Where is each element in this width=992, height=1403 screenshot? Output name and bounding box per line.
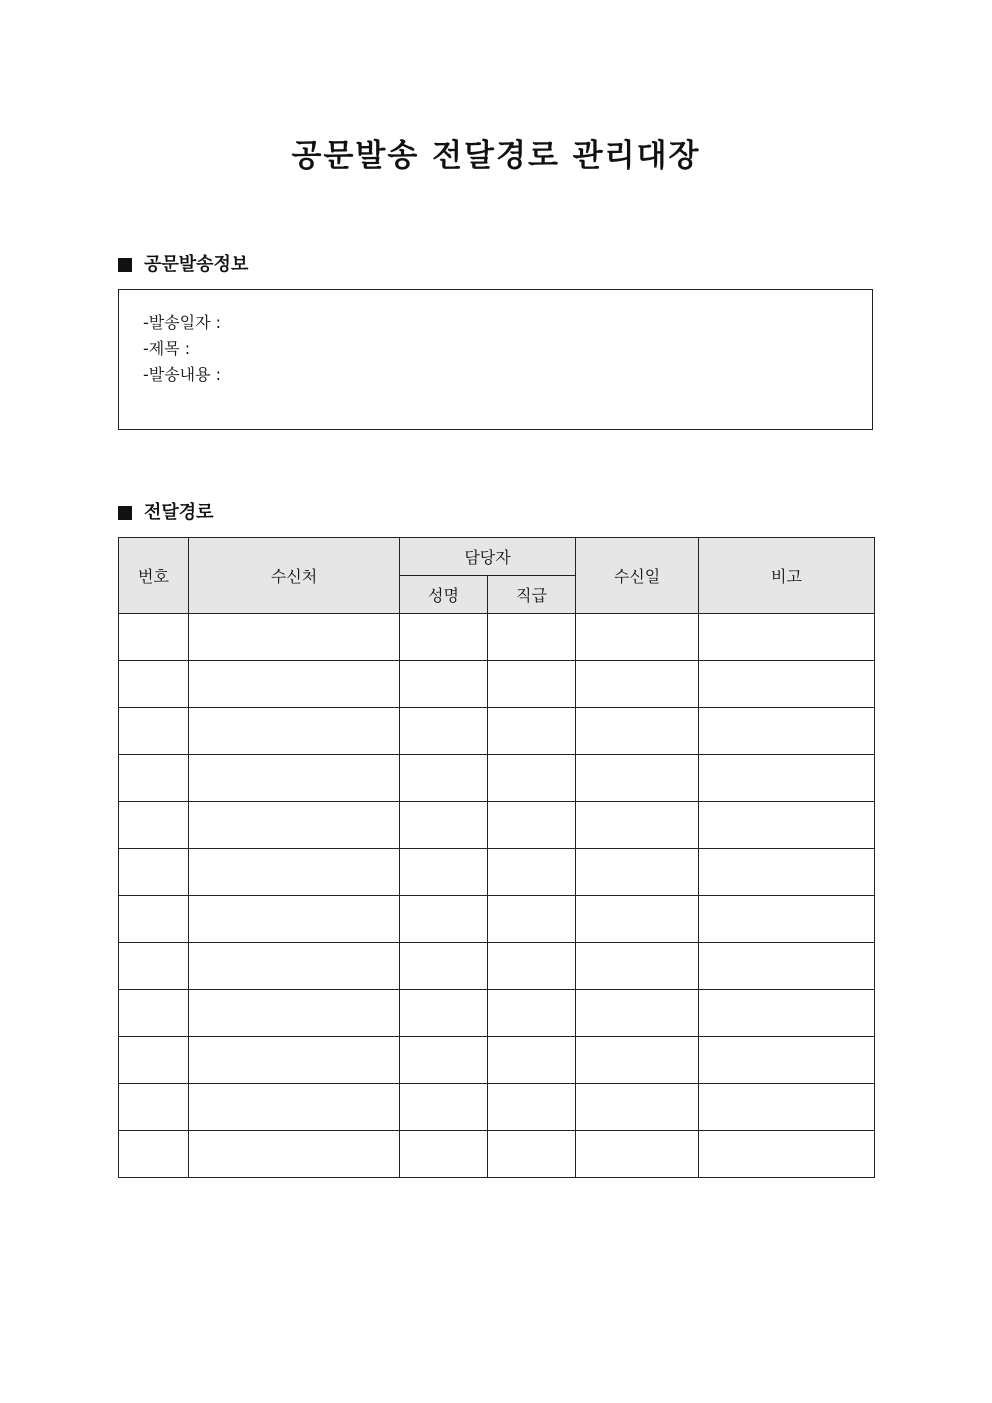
cell-number[interactable] xyxy=(119,661,189,708)
cell-received-date[interactable] xyxy=(576,849,699,896)
cell-received-date[interactable] xyxy=(576,896,699,943)
cell-name[interactable] xyxy=(400,802,488,849)
table-row xyxy=(119,896,875,943)
cell-rank[interactable] xyxy=(488,1131,576,1178)
cell-name[interactable] xyxy=(400,896,488,943)
square-bullet-icon xyxy=(118,258,132,272)
cell-number[interactable] xyxy=(119,1037,189,1084)
cell-received-date[interactable] xyxy=(576,1084,699,1131)
cell-remarks[interactable] xyxy=(699,661,875,708)
cell-number[interactable] xyxy=(119,943,189,990)
cell-number[interactable] xyxy=(119,849,189,896)
cell-remarks[interactable] xyxy=(699,614,875,661)
cell-rank[interactable] xyxy=(488,802,576,849)
cell-received-date[interactable] xyxy=(576,661,699,708)
cell-rank[interactable] xyxy=(488,661,576,708)
cell-recipient[interactable] xyxy=(189,990,400,1037)
subject-line: -제목 : xyxy=(143,339,191,358)
cell-name[interactable] xyxy=(400,708,488,755)
header-rank: 직급 xyxy=(488,576,576,614)
table-row xyxy=(119,849,875,896)
square-bullet-icon xyxy=(118,506,132,520)
info-section-heading xyxy=(118,253,248,277)
cell-name[interactable] xyxy=(400,943,488,990)
table-row xyxy=(119,661,875,708)
table-row xyxy=(119,755,875,802)
table-row xyxy=(119,1131,875,1178)
cell-recipient[interactable] xyxy=(189,1037,400,1084)
cell-remarks[interactable] xyxy=(699,1084,875,1131)
cell-received-date[interactable] xyxy=(576,614,699,661)
table-row xyxy=(119,1037,875,1084)
cell-name[interactable] xyxy=(400,1084,488,1131)
cell-name[interactable] xyxy=(400,755,488,802)
header-received-date: 수신일 xyxy=(576,538,699,614)
cell-number[interactable] xyxy=(119,708,189,755)
cell-rank[interactable] xyxy=(488,896,576,943)
cell-recipient[interactable] xyxy=(189,1084,400,1131)
table-row xyxy=(119,614,875,661)
cell-received-date[interactable] xyxy=(576,1131,699,1178)
table-row xyxy=(119,990,875,1037)
cell-number[interactable] xyxy=(119,802,189,849)
cell-remarks[interactable] xyxy=(699,708,875,755)
cell-number[interactable] xyxy=(119,755,189,802)
cell-received-date[interactable] xyxy=(576,990,699,1037)
cell-recipient[interactable] xyxy=(189,802,400,849)
cell-rank[interactable] xyxy=(488,755,576,802)
cell-recipient[interactable] xyxy=(189,708,400,755)
cell-recipient[interactable] xyxy=(189,943,400,990)
cell-recipient[interactable] xyxy=(189,1131,400,1178)
table-row xyxy=(119,1084,875,1131)
cell-recipient[interactable] xyxy=(189,849,400,896)
cell-received-date[interactable] xyxy=(576,943,699,990)
cell-number[interactable] xyxy=(119,614,189,661)
cell-remarks[interactable] xyxy=(699,1037,875,1084)
cell-rank[interactable] xyxy=(488,1084,576,1131)
header-recipient: 수신처 xyxy=(189,538,400,614)
header-contact: 담당자 xyxy=(400,538,576,576)
route-table xyxy=(118,537,875,1178)
cell-name[interactable] xyxy=(400,1037,488,1084)
cell-number[interactable] xyxy=(119,1084,189,1131)
cell-rank[interactable] xyxy=(488,1037,576,1084)
route-section-heading-label: 전달경로 xyxy=(144,502,214,523)
route-section-heading xyxy=(118,501,214,525)
header-number: 번호 xyxy=(119,538,189,614)
cell-recipient[interactable] xyxy=(189,614,400,661)
cell-received-date[interactable] xyxy=(576,708,699,755)
cell-number[interactable] xyxy=(119,990,189,1037)
table-row xyxy=(119,943,875,990)
cell-remarks[interactable] xyxy=(699,990,875,1037)
info-section-heading-label: 공문발송정보 xyxy=(144,254,249,275)
table-row xyxy=(119,708,875,755)
cell-name[interactable] xyxy=(400,990,488,1037)
cell-rank[interactable] xyxy=(488,943,576,990)
header-remarks: 비고 xyxy=(699,538,875,614)
header-name: 성명 xyxy=(400,576,488,614)
cell-name[interactable] xyxy=(400,849,488,896)
cell-recipient[interactable] xyxy=(189,896,400,943)
table-row xyxy=(119,802,875,849)
cell-name[interactable] xyxy=(400,614,488,661)
cell-remarks[interactable] xyxy=(699,755,875,802)
info-box xyxy=(118,289,873,430)
cell-remarks[interactable] xyxy=(699,802,875,849)
send-content-line: -발송내용 : xyxy=(143,365,222,384)
cell-recipient[interactable] xyxy=(189,661,400,708)
cell-number[interactable] xyxy=(119,896,189,943)
cell-received-date[interactable] xyxy=(576,1037,699,1084)
cell-rank[interactable] xyxy=(488,708,576,755)
cell-remarks[interactable] xyxy=(699,1131,875,1178)
cell-rank[interactable] xyxy=(488,849,576,896)
cell-number[interactable] xyxy=(119,1131,189,1178)
cell-remarks[interactable] xyxy=(699,943,875,990)
cell-rank[interactable] xyxy=(488,990,576,1037)
send-date-line: -발송일자 : xyxy=(143,313,222,332)
cell-name[interactable] xyxy=(400,1131,488,1178)
page-title: 공문발송 전달경로 관리대장 xyxy=(291,138,701,174)
cell-name[interactable] xyxy=(400,661,488,708)
cell-recipient[interactable] xyxy=(189,755,400,802)
route-table-body xyxy=(119,614,875,1178)
cell-received-date[interactable] xyxy=(576,802,699,849)
cell-received-date[interactable] xyxy=(576,755,699,802)
cell-remarks[interactable] xyxy=(699,896,875,943)
cell-remarks[interactable] xyxy=(699,849,875,896)
cell-rank[interactable] xyxy=(488,614,576,661)
